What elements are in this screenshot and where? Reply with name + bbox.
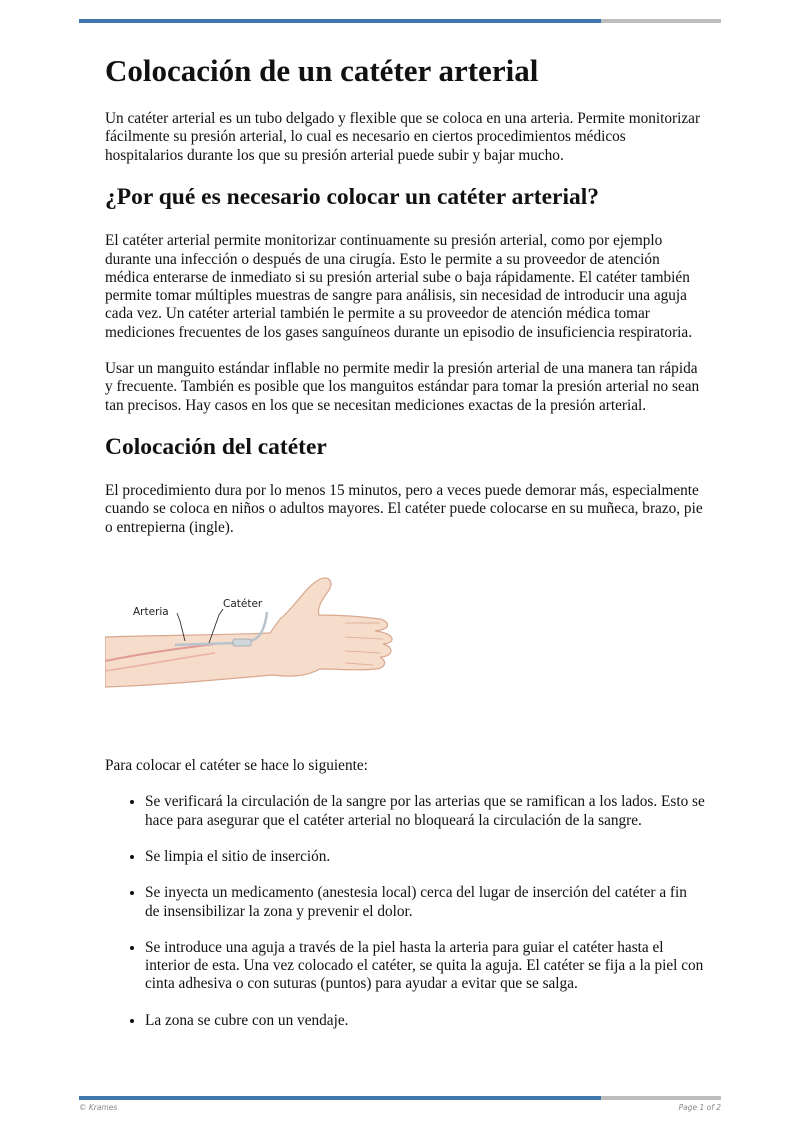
section-placement-paragraph-1: El procedimiento dura por lo menos 15 minutos, pero a veces puede demorar más, especialmente cuando se coloca en niños o adultos mayores. El catéter puede colocarse en su muñeca, brazo, pie o entrepierna (ingle). xyxy=(105,482,703,536)
list-intro: Para colocar el catéter se hace lo siguiente: xyxy=(105,757,368,775)
page-indicator: Page 1 of 2 xyxy=(678,1103,721,1112)
copyright-text: © Krames xyxy=(79,1103,118,1112)
section-heading-why: ¿Por qué es necesario colocar un catéter arterial? xyxy=(105,184,600,211)
header-divider-bar xyxy=(79,19,721,23)
header-bar-gray-segment xyxy=(601,19,721,23)
list-item: • Se limpia el sitio de inserción. xyxy=(145,848,705,866)
footer-bar-gray-segment xyxy=(601,1096,721,1100)
label-arteria: Arteria xyxy=(133,606,169,619)
list-item: • La zona se cubre con un vendaje. xyxy=(145,1012,705,1030)
list-item: • Se inyecta un medicamento (anestesia local) cerca del lugar de inserción del catéter a fin de insensibilizar la zona y prevenir el dolor. xyxy=(145,884,705,921)
list-item: • Se verificará la circulación de la sangre por las arterias que se ramifican a los lados. Esto se hace para asegurar que el catéter arterial no bloqueará la circulación de la sangre. xyxy=(145,793,705,830)
section-why-paragraph-1: El catéter arterial permite monitorizar continuamente su presión arterial, como por ejemplo durante una infección o después de una cirugía. Esto le permite a su proveedor de atención médica enterarse de inmediato si su presión arterial sube o baja rápidamente. El catéter también permite tomar múltiples muestras de sangre para análisis, sin necesidad de introducir una aguja cada vez. Un catéter arterial también le permite a su proveedor de atención médica tomar mediciones frecuentes de los gases sanguíneos durante un episodio de insuficiencia respiratoria. xyxy=(105,232,693,341)
catheter-hub xyxy=(233,639,251,646)
document-content xyxy=(105,52,705,1048)
arm-shape xyxy=(105,578,392,687)
footer-bar-blue-segment xyxy=(79,1096,601,1100)
header-bar-blue-segment xyxy=(79,19,601,23)
section-why-paragraph-2: Usar un manguito estándar inflable no permite medir la presión arterial de una manera tan rápida y frecuente. También es posible que los manguitos estándar para tomar la presión arterial no sean tan precisos. Hay casos en los que se necesitan mediciones exactas de la presión arterial. xyxy=(105,360,700,414)
list-item: • Se introduce una aguja a través de la piel hasta la arteria para guiar el catéter hasta el interior de esta. Una vez colocado el catéter, se quita la aguja. El catéter se fija a la piel con cinta adhesiva o con suturas (puntos) para ayudar a evitar que se salga. xyxy=(145,939,705,994)
page-footer xyxy=(79,1103,721,1112)
arm-catheter-illustration xyxy=(105,557,405,717)
page-title: Colocación de un catéter arterial xyxy=(105,53,539,88)
label-cateter: Catéter xyxy=(223,598,263,611)
intro-paragraph: Un catéter arterial es un tubo delgado y flexible que se coloca en una arteria. Permite monitorizar fácilmente su presión arterial, lo cual es necesario en ciertos procedimientos médicos hospitalarios durante los que su presión arterial puede subir y bajar mucho. xyxy=(105,110,701,164)
footer-divider-bar xyxy=(79,1096,721,1100)
arm-illustration-svg xyxy=(105,557,405,717)
section-heading-placement: Colocación del catéter xyxy=(105,433,327,460)
procedure-steps-list xyxy=(105,793,705,1030)
